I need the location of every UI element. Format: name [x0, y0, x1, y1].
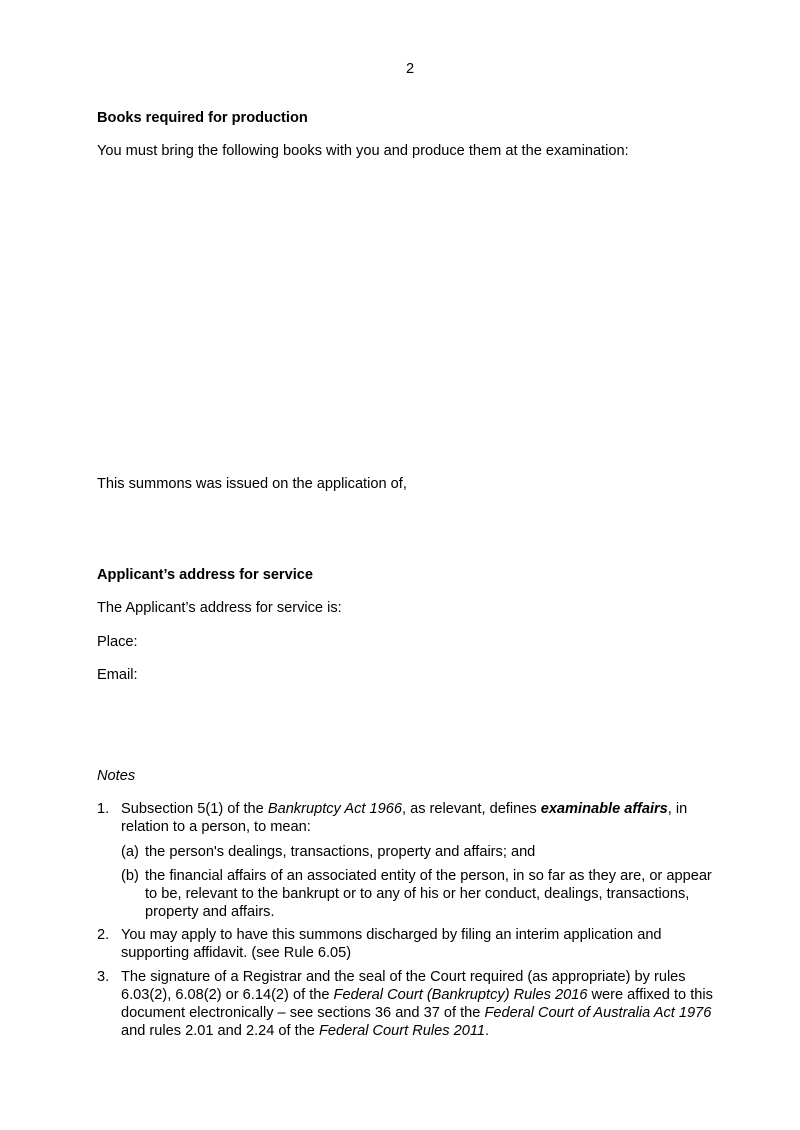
note-1a-label: (a)	[121, 844, 139, 860]
bankruptcy-rules-title: Federal Court (Bankruptcy) Rules 2016	[333, 987, 588, 1003]
note-2-text: You may apply to have this summons discharged by filing an interim application and supporting affidavit. (see Rule 6.05)	[121, 927, 662, 961]
note-1-part: Subsection 5(1) of the	[121, 801, 268, 817]
notes-heading: Notes	[97, 768, 136, 784]
note-1-part: , as relevant, defines	[401, 801, 541, 817]
books-heading: Books required for production	[97, 110, 308, 126]
page-number: 2	[405, 61, 415, 77]
note-3-part: were affixed to this document electronically – see sections 36 and 37 of the	[121, 987, 713, 1021]
books-instruction: You must bring the following books with you and produce them at the examination:	[97, 143, 629, 159]
place-label: Place:	[97, 634, 138, 650]
address-intro: The Applicant’s address for service is:	[97, 600, 342, 616]
note-3-part: and rules 2.01 and 2.24 of the	[121, 1023, 319, 1039]
note-1b-label: (b)	[121, 868, 139, 884]
note-1-text	[121, 800, 711, 836]
note-1a-text: the person's dealings, transactions, property and affairs; and	[145, 844, 536, 860]
note-3-part: .	[485, 1023, 490, 1039]
note-3-part: The signature of a Registrar and the seal of the Court required (as appropriate) by rules 6.03(2), 6.08(2) or 6.14(2) of the	[121, 969, 686, 1003]
note-3-text	[121, 968, 727, 1040]
federal-court-rules-title: Federal Court Rules 2011	[318, 1023, 486, 1039]
application-text: This summons was issued on the application of,	[97, 476, 407, 492]
bankruptcy-act-title: Bankruptcy Act 1966	[267, 801, 402, 817]
address-heading: Applicant’s address for service	[97, 567, 314, 583]
note-1-number: 1.	[97, 801, 110, 817]
federal-court-act-title: Federal Court of Australia Act 1976	[484, 1005, 712, 1021]
examinable-affairs-term: examinable affairs	[540, 801, 668, 817]
note-2-number: 2.	[97, 927, 110, 943]
note-1-part: , in relation to a person, to mean:	[121, 801, 688, 835]
email-label: Email:	[97, 667, 138, 683]
note-1b-text: the financial affairs of an associated entity of the person, in so far as they are, or appear to be, relevant to the bankrupt or to any of his or her conduct, dealings, transactions, property and affairs.	[145, 868, 712, 920]
note-3-number: 3.	[97, 969, 110, 985]
